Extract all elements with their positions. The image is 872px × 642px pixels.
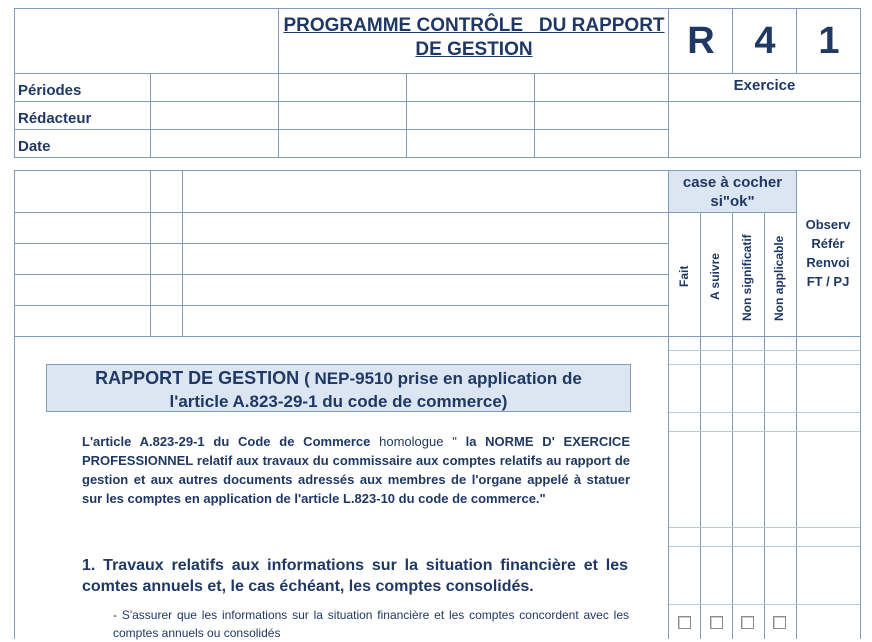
intro-normal1: homologue " bbox=[370, 434, 466, 449]
redacteur-label: Rédacteur bbox=[18, 110, 92, 127]
code-digit-2: 1 bbox=[818, 20, 840, 62]
column-non-applicable: Non applicable bbox=[772, 235, 786, 321]
column-non-significatif: Non significatif bbox=[740, 234, 754, 321]
exercice-value[interactable] bbox=[669, 102, 860, 157]
intro-paragraph bbox=[82, 432, 630, 508]
document-title-line1: PROGRAMME CONTRÔLE DU RAPPORT bbox=[283, 15, 665, 36]
observation-header-line3: Renvoi bbox=[806, 255, 850, 270]
section-title-part1: RAPPORT DE GESTION bbox=[95, 368, 305, 388]
column-a-suivre: A suivre bbox=[708, 253, 722, 300]
periodes-value-2[interactable] bbox=[279, 74, 406, 101]
periodes-value-4[interactable] bbox=[535, 74, 668, 101]
column-fait: Fait bbox=[677, 265, 691, 287]
section-title-box bbox=[46, 364, 631, 412]
periodes-value-3[interactable] bbox=[407, 74, 534, 101]
checkbox-non-applicable[interactable] bbox=[773, 616, 786, 629]
checkbox-header bbox=[669, 171, 796, 212]
date-value-4[interactable] bbox=[535, 130, 668, 157]
document-title-line2: DE GESTION bbox=[415, 39, 533, 60]
date-value-2[interactable] bbox=[279, 130, 406, 157]
checkbox-header-line2: si"ok" bbox=[710, 193, 755, 210]
document-title bbox=[279, 14, 669, 62]
intro-bold2: la NORME D' EXERCICE PROFESSIONNEL relatif aux travaux du commissaire aux comptes relatifs au rapport de gestion et aux autres documents adressés aux membres de l'organe appelé à statuer sur les comptes en application de l'article L.823-10 du code de commerce." bbox=[82, 434, 630, 506]
date-label: Date bbox=[18, 138, 51, 155]
redacteur-value-2[interactable] bbox=[279, 102, 406, 129]
observation-header-line2: Référ bbox=[811, 236, 845, 251]
redacteur-value-1[interactable] bbox=[151, 102, 278, 129]
checkbox-a-suivre[interactable] bbox=[710, 616, 723, 629]
periodes-value-1[interactable] bbox=[151, 74, 278, 101]
section-title-line1 bbox=[47, 367, 630, 390]
checkbox-fait[interactable] bbox=[678, 616, 691, 629]
date-value-3[interactable] bbox=[407, 130, 534, 157]
code-digit-1: 4 bbox=[754, 20, 776, 62]
observation-header-line1: Observ bbox=[805, 217, 851, 232]
observation-header-line4: FT / PJ bbox=[806, 274, 850, 289]
section1-item-1: - S'assurer que les informations sur la situation financière et les comptes concordent avec les comptes annuels ou consolidés bbox=[113, 608, 629, 640]
periodes-label: Périodes bbox=[18, 82, 82, 99]
section-title-part3: l'article A.823-29-1 du code de commerce) bbox=[169, 392, 508, 411]
section1-title: 1. Travaux relatifs aux informations sur la situation financière et les comtes annuels et, le cas échéant, les comptes consolidés. bbox=[82, 557, 628, 595]
section-title-part2: ( NEP-9510 prise en application de bbox=[304, 369, 582, 388]
observation-header bbox=[796, 215, 860, 291]
checkbox-non-significatif[interactable] bbox=[741, 616, 754, 629]
redacteur-value-3[interactable] bbox=[407, 102, 534, 129]
checkbox-header-line1: case à cocher bbox=[682, 174, 783, 191]
redacteur-value-4[interactable] bbox=[535, 102, 668, 129]
date-value-1[interactable] bbox=[151, 130, 278, 157]
intro-bold1: L'article A.823-29-1 du Code de Commerce bbox=[82, 434, 371, 449]
exercice-label: Exercice bbox=[733, 77, 796, 94]
code-letter: R bbox=[687, 20, 715, 62]
